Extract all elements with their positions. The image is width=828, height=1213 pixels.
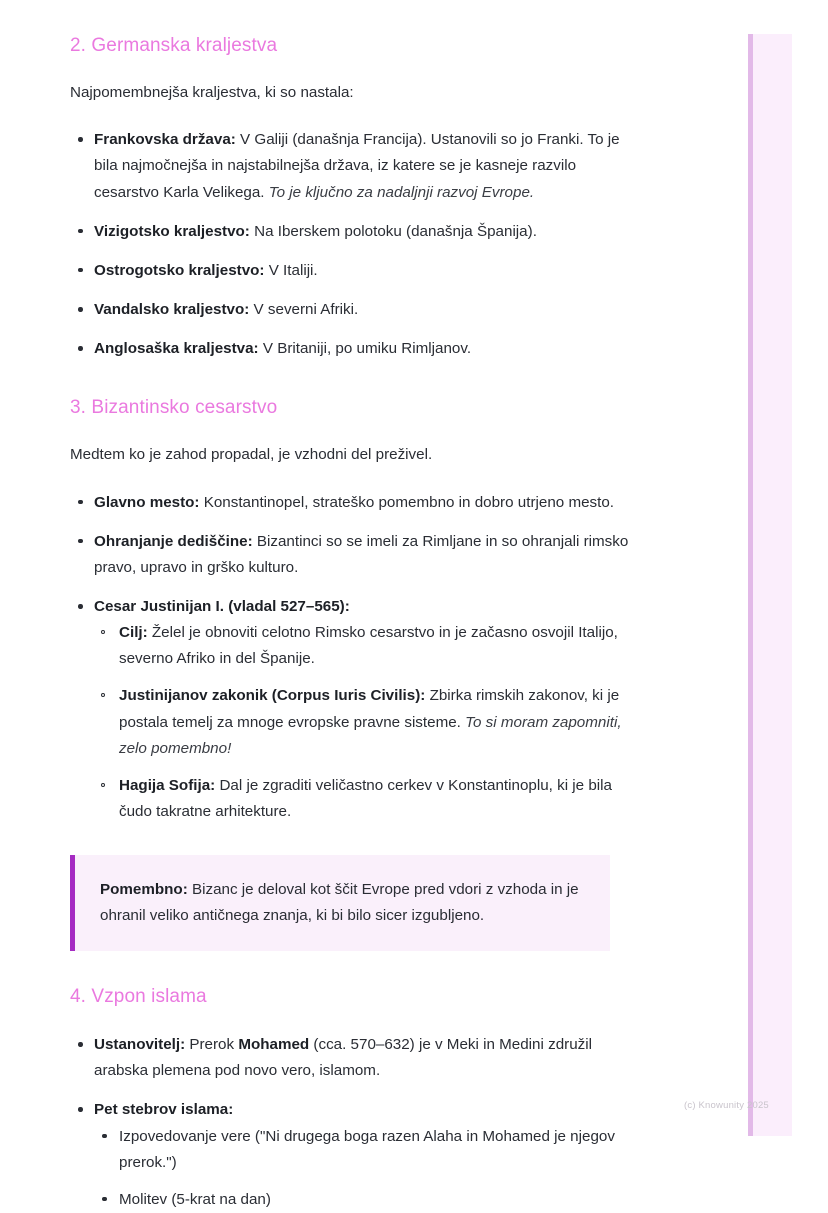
list-gap — [70, 323, 642, 336]
list-item — [70, 529, 642, 581]
list-item-term: Frankovska država: — [94, 131, 236, 149]
list-germanska-kraljestva — [70, 127, 642, 362]
list-item-term: Vandalsko kraljestvo: — [94, 301, 250, 319]
list-item-term: Anglosaška kraljestva: — [94, 340, 259, 358]
list-item — [70, 258, 642, 284]
sublist-justinijan — [94, 620, 642, 825]
list-item-body: Bizantinci so se imeli za Rimljane in so ohranjali rimsko pravo, upravo in grško kulturo. — [94, 532, 629, 576]
list-item — [70, 127, 642, 205]
document-content — [70, 0, 642, 1213]
sublist-item-body: Želel je obnoviti celotno Rimsko cesarstvo in je začasno osvojil Italijo, severno Afriko in del Španije. — [119, 624, 618, 668]
list-item — [70, 336, 642, 362]
sublist-item — [94, 773, 642, 825]
sublist-pet-stebrov — [94, 1124, 642, 1213]
list-item-term: Vizigotsko kraljestvo: — [94, 222, 250, 240]
list-item — [70, 594, 642, 825]
list-item-body: Na Iberskem polotoku (današnja Španija). — [249, 222, 537, 240]
list-gap — [70, 245, 642, 258]
callout-pomembno — [70, 855, 610, 951]
sublist-item — [94, 620, 642, 672]
list-gap — [70, 581, 642, 594]
sublist-item: Izpovedovanje vere ("Ni drugega boga razen Alaha in Mohamed je njegov prerok.") — [94, 1124, 642, 1176]
list-item-body: Konstantinopel, strateško pomembno in dobro utrjeno mesto. — [199, 493, 615, 511]
list-item-body: V Britaniji, po umiku Rimljanov. — [258, 340, 472, 358]
list-item-term: Pet stebrov islama: — [94, 1101, 234, 1119]
list-item — [70, 490, 642, 516]
list-bizantinsko-cesarstvo — [70, 490, 642, 826]
sublist-item-term: Cilj: — [119, 624, 148, 642]
list-item-term: Ostrogotsko kraljestvo: — [94, 261, 265, 279]
sublist-item-body: Zbirka rimskih zakonov, ki je postala temelj za mnoge evropske pravne sisteme. — [119, 687, 620, 731]
list-item-term: Ustanovitelj: — [94, 1036, 186, 1054]
list-item — [70, 297, 642, 323]
list-item-body-pre: Prerok — [185, 1036, 239, 1054]
section-heading-bizantinsko-cesarstvo: 3. Bizantinsko cesarstvo — [70, 397, 278, 419]
sublist-item — [94, 683, 642, 761]
list-item-body: V Galiji (današnja Francija). Ustanovili so jo Franki. To je bila najmočnejša in najstabilnejša država, iz katere se je kasneje razvilo cesarstvo Karla Velikega. — [94, 131, 620, 201]
section-intro-bizantinsko-cesarstvo: Medtem ko je zahod propadal, je vzhodni del preživel. — [70, 445, 433, 463]
list-item — [70, 219, 642, 245]
list-item — [70, 1032, 642, 1084]
section-intro-germanska-kraljestva: Najpomembnejša kraljestva, ki so nastala: — [70, 83, 354, 101]
section-heading-vzpon-islama: 4. Vzpon islama — [70, 986, 207, 1008]
callout-body: Bizanc je deloval kot ščit Evrope pred vdori z vzhoda in je ohranil veliko antičnega znanja, ki bi bilo sicer izgubljeno. — [100, 881, 579, 925]
list-item-body: V Italiji. — [264, 261, 318, 279]
sublist-item-term: Hagija Sofija: — [119, 776, 216, 794]
copyright-watermark: (c) Knowunity 2025 — [684, 1100, 769, 1111]
sublist-item-body: Dal je zgraditi veličastno cerkev v Konstantinoplu, ki je bila čudo takratne arhitekture. — [119, 776, 612, 821]
list-item — [70, 1097, 642, 1213]
list-item-term: Glavno mesto: — [94, 493, 200, 511]
callout-term: Pomembno: — [100, 881, 188, 899]
list-gap — [70, 516, 642, 529]
list-item-emphasis: To je ključno za nadaljnji razvoj Evrope. — [268, 183, 535, 201]
list-gap — [94, 762, 642, 773]
sublist-item-term: Justinijanov zakonik (Corpus Iuris Civilis): — [119, 687, 426, 705]
decorative-right-band-edge — [748, 34, 753, 1136]
list-item-body: V severni Afriki. — [249, 301, 359, 319]
list-gap — [94, 672, 642, 683]
list-gap — [70, 1084, 642, 1097]
list-gap — [94, 1176, 642, 1187]
callout-text — [100, 877, 590, 929]
list-item-body-post: (cca. 570–632) je v Meki in Medini združil arabska plemena pod novo vero, islamom. — [94, 1036, 592, 1080]
list-gap — [70, 284, 642, 297]
list-item-body-bold: Mohamed — [238, 1036, 310, 1054]
sublist-item-emphasis: To si moram zapomniti, zelo pomembno! — [119, 713, 622, 757]
list-item-term: Ohranjanje dediščine: — [94, 532, 253, 550]
sublist-item: Molitev (5-krat na dan) — [94, 1187, 642, 1213]
section-heading-germanska-kraljestva: 2. Germanska kraljestva — [70, 35, 278, 56]
list-gap — [70, 206, 642, 219]
list-vzpon-islama — [70, 1032, 642, 1213]
decorative-right-band — [748, 34, 792, 1136]
list-item-term: Cesar Justinijan I. (vladal 527–565): — [94, 598, 350, 616]
